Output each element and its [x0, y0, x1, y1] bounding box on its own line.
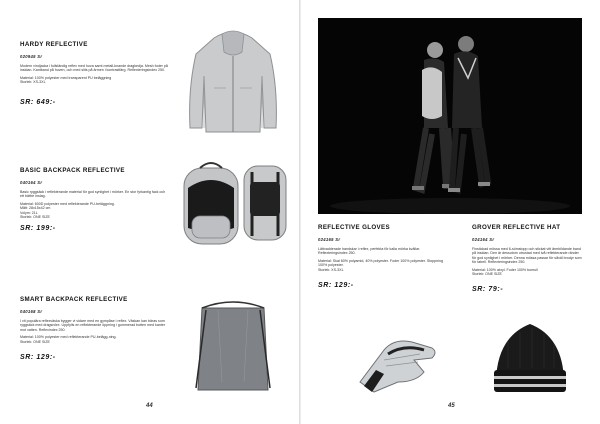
product-price: SR: 199:- [20, 225, 56, 233]
product-material: Material: 100% polyester med reflekterande PU-belägg-ning. [20, 335, 117, 340]
jacket-icon [184, 28, 282, 136]
product-title: HARDY REFLECTIVE [20, 41, 88, 48]
night-runners-photo [318, 18, 582, 214]
product-description: Modern vindjacka i fullständig reflex med huva samt metall-knande dragkedja. Mesh foder på insidan. Kantband på huven, och med slits på ärmen i kontrastfärg. Reflexteringsindex 250. [20, 64, 168, 73]
product-price: SR: 79:- [472, 286, 504, 294]
product-material: Material: 100% polyester med transparent PU beläggning [20, 75, 112, 80]
product-reflective-gloves [318, 224, 446, 289]
product-sizes: Storlek: XS-3XL [20, 80, 46, 85]
product-material: Material: Skal 60% polyamid, 40% polyester. Foder 100% polyester. Stoppning 100% polyester. [318, 258, 444, 268]
product-title: GROVER REFLECTIVE HAT [472, 224, 561, 231]
article-number: 024165 Sr [318, 237, 341, 242]
product-description: I vit populära reflexväska bygger vi vidare med en gympåse i reflex. Väskan kan bäras som ryggsäck med dragsnöre. Uppfylls en reflekterande öppning i gummerad botten med kanter mot vatten. Reflexindex 250. [20, 319, 166, 332]
product-price: SR: 129:- [20, 354, 56, 362]
product-material: Material: 600D polyester med reflekterande PU-beläggning. [20, 201, 115, 206]
page-spine [299, 0, 301, 424]
beanie-icon [488, 318, 572, 398]
product-price: SR: 129:- [318, 282, 354, 290]
product-sizes: Mått: 28x15x42 cm Volym: 21L Storlek: ONE SIZE [20, 206, 51, 220]
gloves-icon [354, 330, 444, 394]
product-sizes: Storlek: ONE SIZE [472, 272, 502, 277]
product-sizes: Storlek: XS-3XL [318, 267, 344, 272]
product-description: Finstickad mössa med 6-sömstopp och stickat vitt ärmbildande band på insidan. Den är dessutom utrustad med två reflekterande ränder för god synlighet i mörker. Denna mössa passar för såväl brodyr som för tabell. Reflexteringsindex 250. [472, 247, 582, 265]
drawstring-bag-icon [188, 290, 278, 396]
article-number: 040168 Sr [20, 309, 43, 314]
page-number-left: 44 [146, 403, 153, 409]
product-basic-backpack [20, 167, 170, 232]
product-grover-hat [472, 224, 584, 293]
product-title: REFLECTIVE GLOVES [318, 224, 390, 231]
product-smart-backpack [20, 296, 170, 361]
product-title: SMART BACKPACK REFLECTIVE [20, 296, 128, 303]
product-hardy-reflective [20, 41, 170, 106]
product-title: BASIC BACKPACK REFLECTIVE [20, 167, 125, 174]
product-description: Basic ryggsäck i reflekterande material för god synlighet i mörker. En stor fyrkantig fack och ett bättre inslag. [20, 190, 166, 199]
product-material: Material: 100% akryl. Foder 100% bomull [472, 267, 538, 272]
article-number: 020945 Sr [20, 54, 43, 59]
product-description: Lättvadderade handskar i reflex, perfekta för kalla mörka kvällar. Reflexteringsindex 250. [318, 247, 421, 256]
product-sizes: Storlek: ONE SIZE [20, 339, 50, 344]
article-number: 024164 Sr [472, 237, 495, 242]
backpack-icon [178, 158, 290, 250]
page-number-right: 45 [448, 403, 455, 409]
product-price: SR: 649:- [20, 98, 56, 106]
reflective-runners-icon [318, 18, 582, 214]
article-number: 040164 Sr [20, 180, 43, 185]
